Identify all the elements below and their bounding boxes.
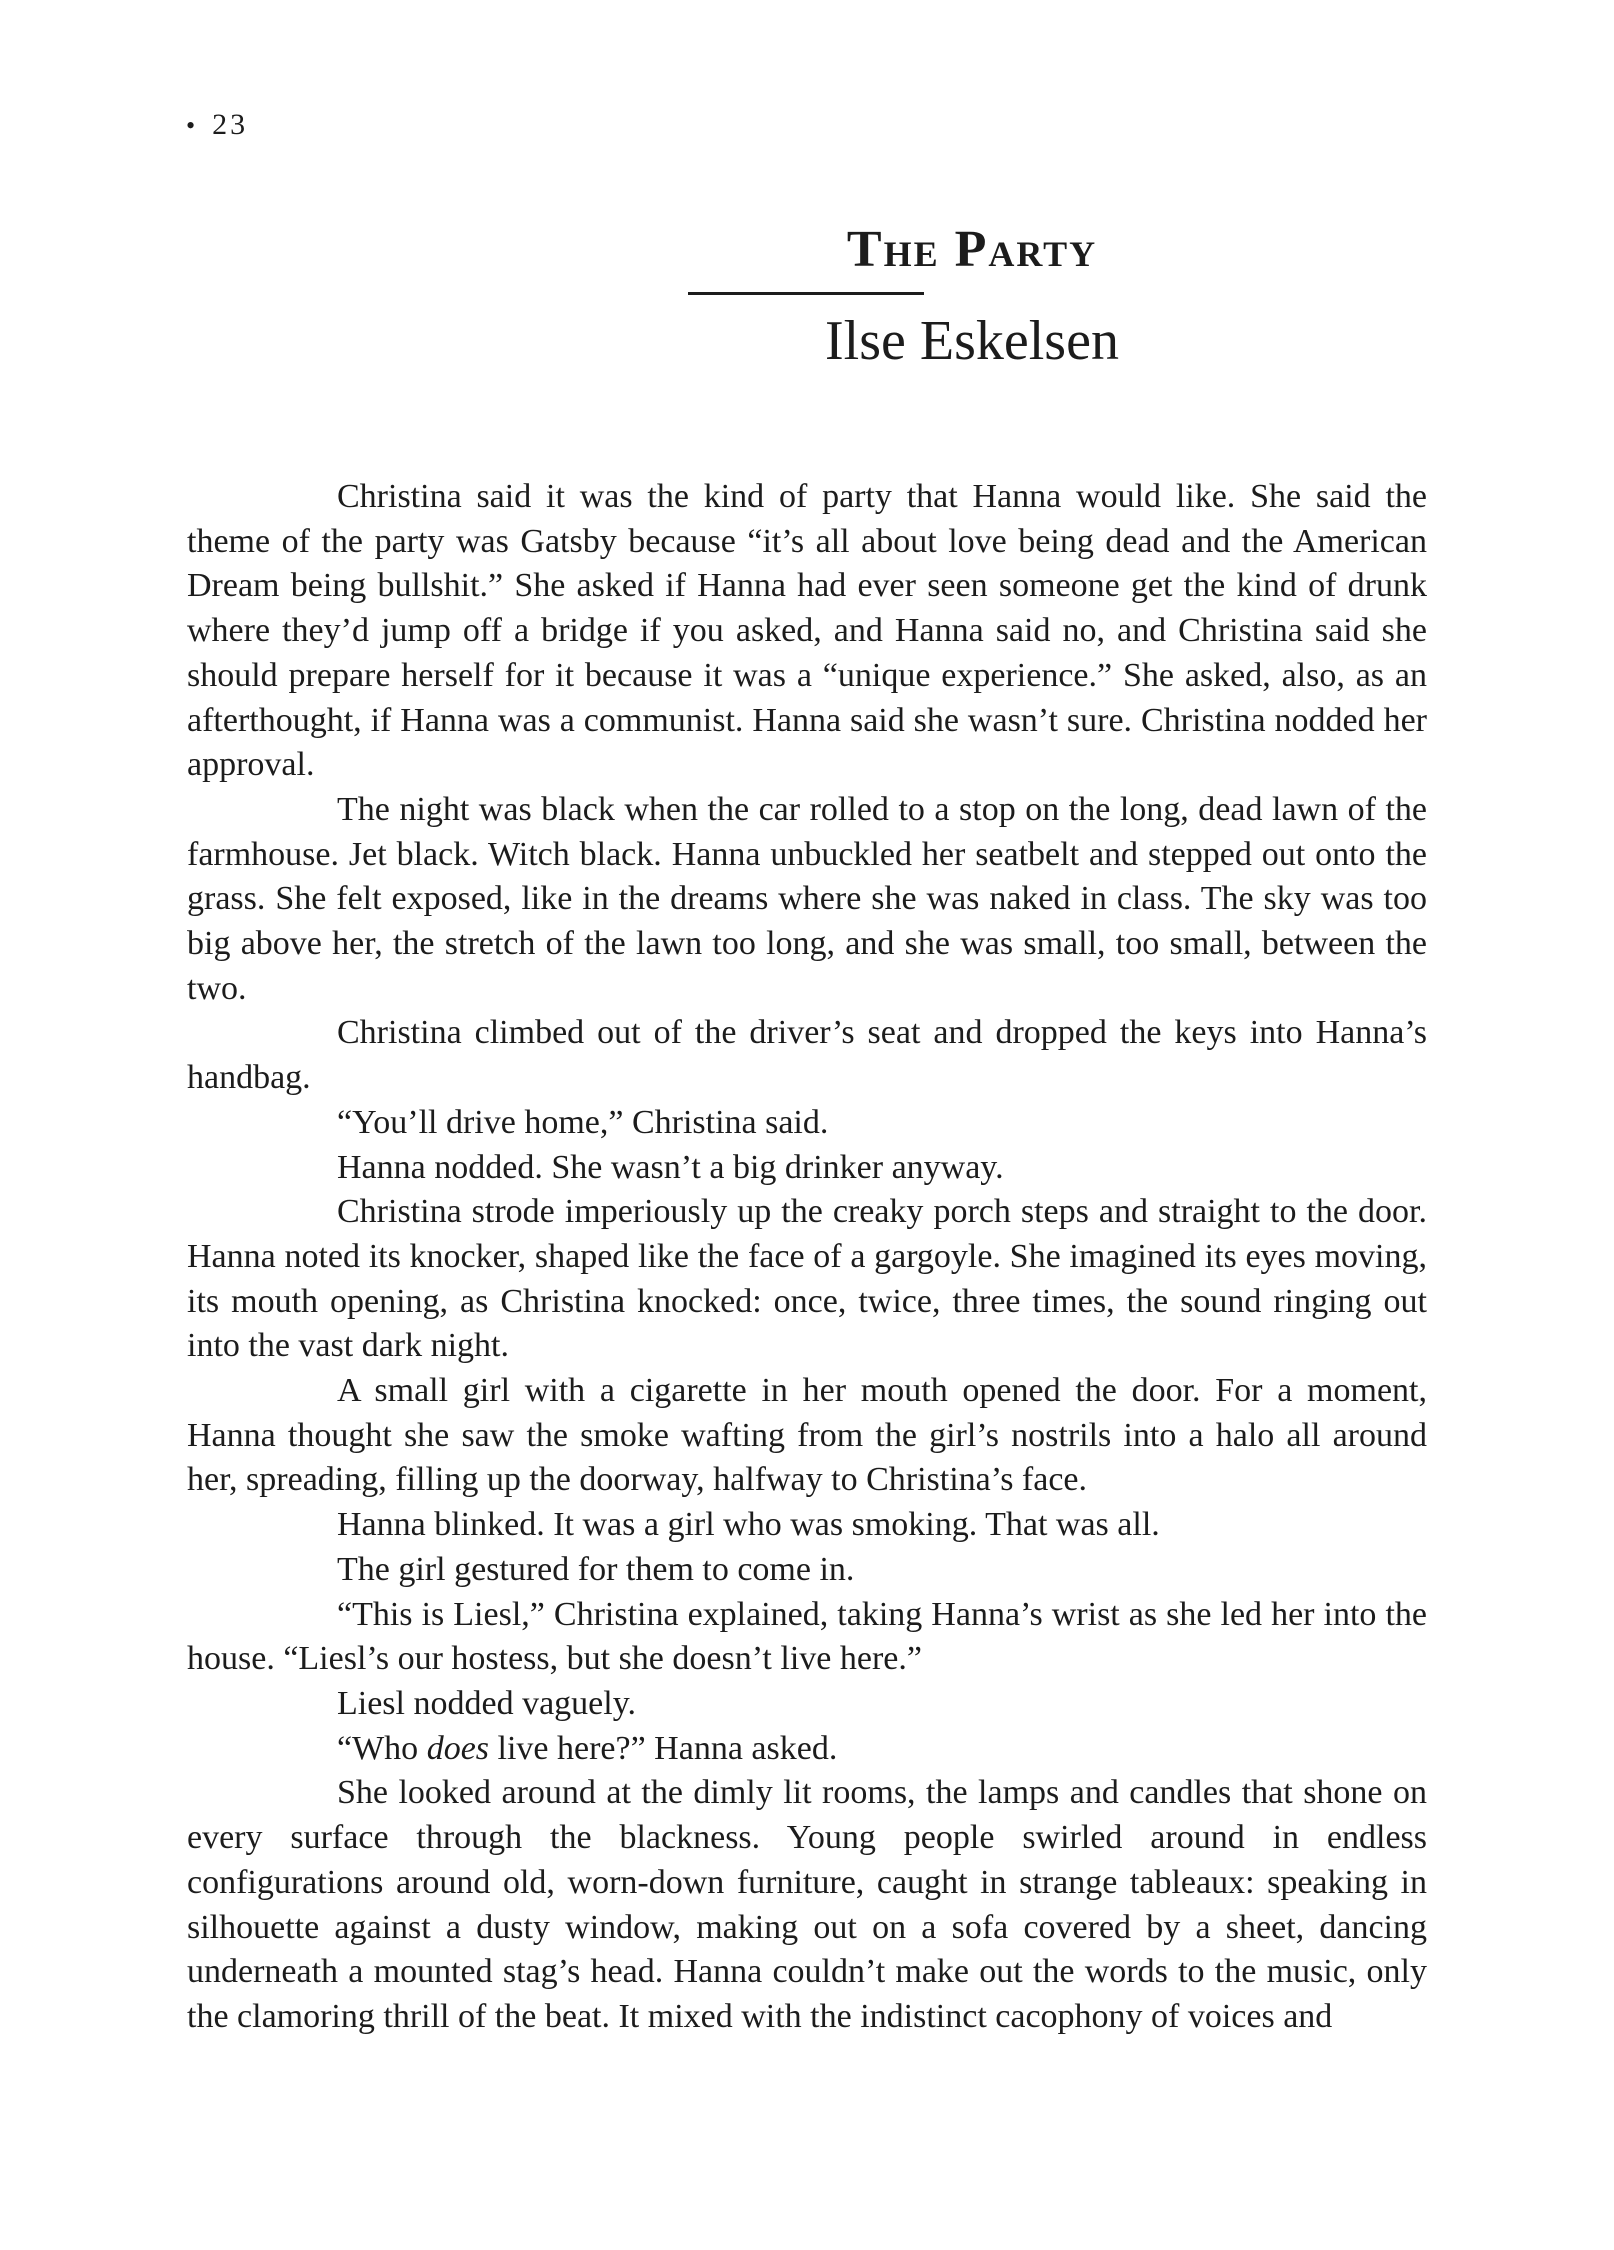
paragraph: She looked around at the dimly lit rooms, the lamps and candles that shone on every surface through the blackness. Young people swirled around in endless configurations around old, worn-down furniture, caught in strange tableaux: speaking in silhouette against a dusty window, making out on a sofa covered by a sheet, dancing underneath a mounted stag’s head. Hanna couldn’t make out the words to the music, only the clamoring thrill of the beat. It mixed with the indistinct cacophony of voices and [187,1774,1427,2035]
paragraph: Hanna nodded. She wasn’t a big drinker anyway. [337,1148,1004,1186]
paragraph: The girl gestured for them to come in. [337,1550,855,1588]
paragraph: Christina climbed out of the driver’s seat and dropped the keys into Hanna’s handbag. [187,1014,1427,1097]
paragraph: A small girl with a cigarette in her mouth opened the door. For a moment, Hanna thought she saw the smoke wafting from the girl’s nostrils into a halo all around her, spreading, filling up the doorway, halfway to Christina’s face. [187,1372,1427,1499]
dialogue-start: “Who [337,1729,427,1767]
paragraph: Christina said it was the kind of party that Hanna would like. She said the theme of the party was Gatsby because “it’s all about love being dead and the American Dream being bullshit.” She asked if Hanna had ever seen someone get the kind of drunk where they’d jump off a bridge if you asked, and Hanna said no, and Christina said she should prepare herself for it because it was a “unique experience.” She asked, also, as an afterthought, if Hanna was a communist. Hanna said she wasn’t sure. Christina nodded her approval. [187,478,1427,784]
paragraph: “This is Liesl,” Christina explained, taking Hanna’s wrist as she led her into the house. “Liesl’s our hostess, but she doesn’t live here.” [187,1595,1427,1678]
story-title: The Party [846,221,1098,278]
paragraph [187,1727,1427,1772]
title-divider [688,292,924,295]
dialogue-end: live here?” Hanna asked. [489,1729,838,1767]
paragraph: The night was black when the car rolled to a stop on the long, dead lawn of the farmhouse. Jet black. Witch black. Hanna unbuckled her seatbelt and stepped out onto the grass. She felt exposed, like in the dreams where she was naked in class. The sky was too big above her, the stretch of the lawn too long, and she was small, too small, between the two. [187,790,1427,1007]
title-block [0,218,1614,381]
page-number-bullet: • [186,111,199,140]
paragraph: Liesl nodded vaguely. [337,1684,636,1722]
author-name: Ilse Eskelsen [825,310,1119,372]
emphasized-word: does [426,1729,490,1767]
page-number-value: 23 [212,108,249,141]
paragraph: Hanna blinked. It was a girl who was smoking. That was all. [337,1506,1160,1544]
paragraph: Christina strode imperiously up the creaky porch steps and straight to the door. Hanna noted its knocker, shaped like the face of a gargoyle. She imagined its eyes moving, its mouth opening, as Christina knocked: once, twice, three times, the sound ringing out into the vast dark night. [187,1193,1427,1365]
page-number [186,108,248,142]
story-body [187,475,1427,2040]
paragraph: “You’ll drive home,” Christina said. [337,1103,829,1141]
